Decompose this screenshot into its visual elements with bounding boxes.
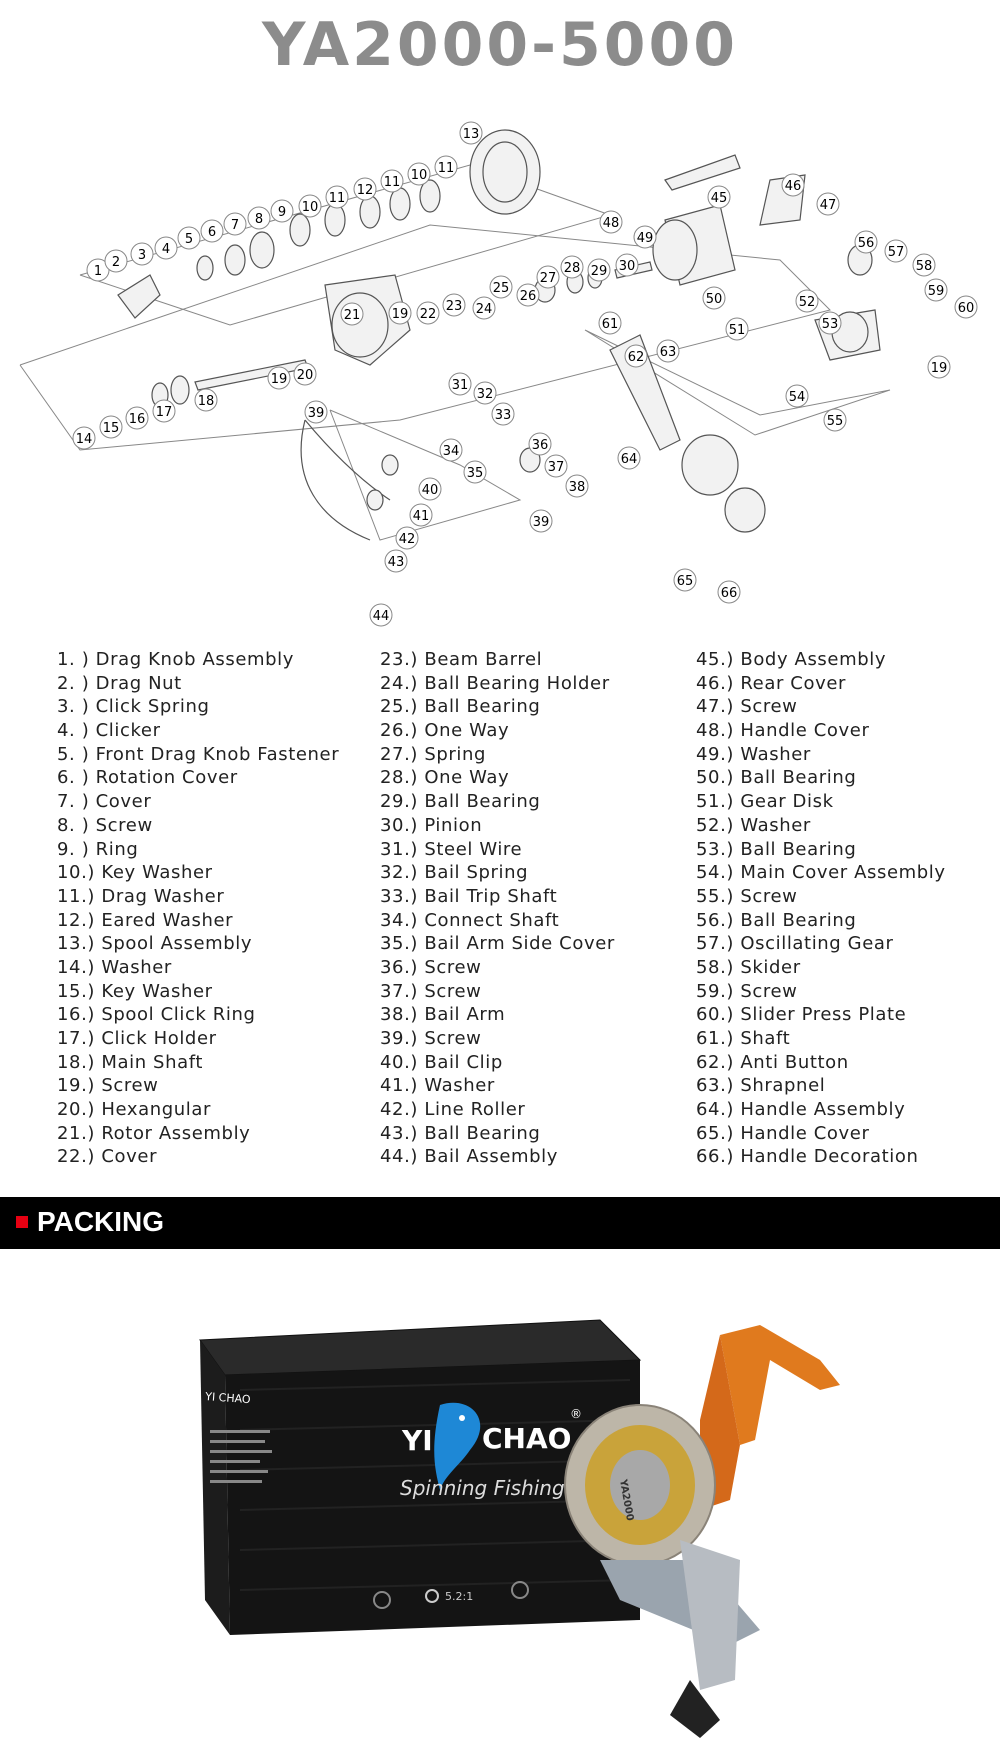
part-item: 45.) Body Assembly xyxy=(696,649,887,670)
callout-49 xyxy=(634,226,656,248)
svg-text:62: 62 xyxy=(627,350,645,365)
part-item: 49.) Washer xyxy=(696,743,811,765)
svg-text:54: 54 xyxy=(788,390,806,405)
part-item: 53.) Ball Bearing xyxy=(696,838,857,860)
part-item: 39.) Screw xyxy=(380,1028,482,1049)
callout-9 xyxy=(271,200,293,222)
part-item: 3. ) Click Spring xyxy=(57,696,210,718)
svg-text:4: 4 xyxy=(161,242,171,257)
part-item: 40.) Bail Clip xyxy=(380,1051,503,1073)
parts-shapes xyxy=(118,130,880,540)
parts-column-1 xyxy=(57,648,339,1169)
svg-text:16: 16 xyxy=(128,412,146,427)
part-item: 37.) Screw xyxy=(380,980,482,1002)
part-item: 14.) Washer xyxy=(57,956,172,978)
svg-text:63: 63 xyxy=(659,345,677,360)
callout-17 xyxy=(153,400,175,422)
svg-text:11: 11 xyxy=(328,191,346,206)
part-item: 47.) Screw xyxy=(696,696,798,718)
callout-64 xyxy=(618,447,640,469)
svg-text:2: 2 xyxy=(111,255,121,270)
callout-63 xyxy=(657,340,679,362)
callout-12 xyxy=(354,178,376,200)
part-item: 12.) Eared Washer xyxy=(57,909,234,931)
svg-text:57: 57 xyxy=(887,245,905,260)
main-shaft-shape xyxy=(195,360,308,390)
part-item: 30.) Pinion xyxy=(380,814,483,836)
callout-41 xyxy=(410,504,432,526)
registered-mark: ® xyxy=(570,1407,582,1421)
callout-53 xyxy=(819,312,841,334)
callout-7 xyxy=(224,213,246,235)
callout-45 xyxy=(708,186,730,208)
svg-text:32: 32 xyxy=(476,387,494,402)
part-item: 57.) Oscillating Gear xyxy=(696,933,894,955)
svg-text:23: 23 xyxy=(445,299,463,314)
svg-text:37: 37 xyxy=(547,460,565,475)
callout-37 xyxy=(545,455,567,477)
callout-21 xyxy=(341,303,363,325)
part-item: 59.) Screw xyxy=(696,980,798,1002)
svg-text:17: 17 xyxy=(155,405,173,420)
callout-51 xyxy=(726,318,748,340)
callout-8 xyxy=(248,207,270,229)
callout-59 xyxy=(925,279,947,301)
parts-list xyxy=(0,648,1000,1178)
callout-20 xyxy=(294,363,316,385)
svg-text:55: 55 xyxy=(826,414,844,429)
part-item: 35.) Bail Arm Side Cover xyxy=(380,933,615,955)
bail-wire-shape xyxy=(301,420,370,540)
svg-text:9: 9 xyxy=(277,205,287,220)
callout-16 xyxy=(126,407,148,429)
svg-text:48: 48 xyxy=(602,216,620,231)
svg-text:41: 41 xyxy=(412,509,430,524)
part-item: 25.) Ball Bearing xyxy=(380,696,541,718)
callout-47 xyxy=(817,193,839,215)
part-item: 16.) Spool Click Ring xyxy=(57,1004,256,1026)
svg-text:18: 18 xyxy=(197,394,215,409)
part-item: 8. ) Screw xyxy=(57,814,153,836)
callout-61 xyxy=(599,312,621,334)
part-item: 33.) Bail Trip Shaft xyxy=(380,885,558,907)
svg-text:60: 60 xyxy=(957,301,975,316)
part-item: 26.) One Way xyxy=(380,720,510,742)
callout-62 xyxy=(625,345,647,367)
callout-42 xyxy=(396,527,418,549)
svg-text:7: 7 xyxy=(230,218,240,233)
part-item: 5. ) Front Drag Knob Fastener xyxy=(57,743,340,765)
callout-30 xyxy=(616,254,638,276)
callout-11c xyxy=(435,156,457,178)
callout-36 xyxy=(529,433,551,455)
parts-column-3 xyxy=(696,648,946,1169)
gear-ratio: 5.2:1 xyxy=(445,1590,474,1603)
svg-text:11: 11 xyxy=(437,161,455,176)
exploded-parts-diagram xyxy=(0,120,1000,640)
svg-text:45: 45 xyxy=(710,191,728,206)
part-item: 54.) Main Cover Assembly xyxy=(696,862,946,884)
svg-text:46: 46 xyxy=(784,179,802,194)
svg-text:24: 24 xyxy=(475,302,493,317)
part-item: 42.) Line Roller xyxy=(380,1099,526,1121)
part-item: 20.) Hexangular xyxy=(57,1099,212,1121)
part-item: 31.) Steel Wire xyxy=(380,838,523,860)
part-item: 61.) Shaft xyxy=(696,1028,791,1049)
part-item: 52.) Washer xyxy=(696,814,811,836)
part-item: 60.) Slider Press Plate xyxy=(696,1004,907,1026)
svg-text:6: 6 xyxy=(207,225,217,240)
callout-48 xyxy=(600,211,622,233)
red-square-icon xyxy=(16,1216,28,1228)
callout-27 xyxy=(537,266,559,288)
callout-46 xyxy=(782,174,804,196)
page-title: YA2000-5000 xyxy=(261,10,739,80)
svg-text:22: 22 xyxy=(419,307,437,322)
part-item: 56.) Ball Bearing xyxy=(696,909,857,931)
parts-column-2 xyxy=(380,648,615,1169)
callout-26 xyxy=(517,284,539,306)
part-item: 46.) Rear Cover xyxy=(696,672,847,694)
svg-text:58: 58 xyxy=(915,259,933,274)
callout-19c xyxy=(928,356,950,378)
svg-text:40: 40 xyxy=(421,483,439,498)
part-item: 51.) Gear Disk xyxy=(696,791,834,813)
handle-knob-shape xyxy=(682,435,738,495)
part-item: 27.) Spring xyxy=(380,743,487,765)
part-item: 9. ) Ring xyxy=(57,838,139,860)
callout-39b xyxy=(530,510,552,532)
svg-text:64: 64 xyxy=(620,452,638,467)
packing-title: PACKING xyxy=(37,1206,165,1237)
callout-19b xyxy=(389,302,411,324)
svg-text:61: 61 xyxy=(601,317,619,332)
callout-34 xyxy=(440,439,462,461)
callout-13 xyxy=(460,122,482,144)
svg-text:35: 35 xyxy=(466,466,484,481)
box-brand-left: YI xyxy=(402,1424,433,1457)
svg-text:53: 53 xyxy=(821,317,839,332)
part-item: 24.) Ball Bearing Holder xyxy=(380,672,610,694)
callout-60 xyxy=(955,296,977,318)
callout-38 xyxy=(566,475,588,497)
callout-50 xyxy=(703,287,725,309)
part-item: 50.) Ball Bearing xyxy=(696,767,857,789)
part-item: 11.) Drag Washer xyxy=(57,885,225,907)
callout-24 xyxy=(473,297,495,319)
callout-52 xyxy=(796,290,818,312)
part-item: 41.) Washer xyxy=(380,1075,495,1097)
callout-3 xyxy=(131,243,153,265)
part-item: 43.) Ball Bearing xyxy=(380,1122,541,1144)
callout-6 xyxy=(201,220,223,242)
svg-text:14: 14 xyxy=(75,432,93,447)
reel-arm-orange xyxy=(720,1325,840,1445)
svg-text:43: 43 xyxy=(387,555,405,570)
callout-15 xyxy=(100,416,122,438)
part-item: 64.) Handle Assembly xyxy=(696,1099,906,1121)
svg-text:36: 36 xyxy=(531,438,549,453)
svg-text:28: 28 xyxy=(563,261,581,276)
callout-39a xyxy=(305,401,327,423)
part-item: 4. ) Clicker xyxy=(57,720,161,742)
svg-text:38: 38 xyxy=(568,480,586,495)
part-item: 58.) Skider xyxy=(696,956,801,978)
svg-text:65: 65 xyxy=(676,574,694,589)
packing-photo xyxy=(0,1300,1000,1738)
callout-23 xyxy=(443,294,465,316)
svg-text:19: 19 xyxy=(391,307,409,322)
callout-40 xyxy=(419,478,441,500)
callout-55 xyxy=(824,409,846,431)
part-item: 15.) Key Washer xyxy=(57,980,213,1002)
callout-5 xyxy=(178,227,200,249)
callout-14 xyxy=(73,427,95,449)
svg-text:50: 50 xyxy=(705,292,723,307)
svg-text:39: 39 xyxy=(532,515,550,530)
part-item: 10.) Key Washer xyxy=(57,862,213,884)
svg-text:34: 34 xyxy=(442,444,460,459)
svg-text:1: 1 xyxy=(93,264,103,279)
part-item: 66.) Handle Decoration xyxy=(696,1146,919,1168)
svg-text:3: 3 xyxy=(137,248,147,263)
part-item: 22.) Cover xyxy=(57,1146,158,1168)
svg-text:56: 56 xyxy=(857,236,875,251)
svg-text:51: 51 xyxy=(728,323,746,338)
svg-text:26: 26 xyxy=(519,289,537,304)
callout-35 xyxy=(464,461,486,483)
part-item: 21.) Rotor Assembly xyxy=(57,1122,251,1144)
svg-text:31: 31 xyxy=(451,378,469,393)
callout-43 xyxy=(385,550,407,572)
svg-text:49: 49 xyxy=(636,231,654,246)
callout-57 xyxy=(885,240,907,262)
part-item: 17.) Click Holder xyxy=(57,1028,217,1049)
callout-33 xyxy=(492,403,514,425)
callout-66 xyxy=(718,581,740,603)
callout-10b xyxy=(408,163,430,185)
packing-section-header xyxy=(0,1197,1000,1249)
svg-text:11: 11 xyxy=(383,175,401,190)
callout-31 xyxy=(449,373,471,395)
svg-text:13: 13 xyxy=(462,127,480,142)
svg-text:44: 44 xyxy=(372,609,390,624)
callout-44 xyxy=(370,604,392,626)
svg-text:21: 21 xyxy=(343,308,361,323)
svg-text:10: 10 xyxy=(410,168,428,183)
part-item: 63.) Shrapnel xyxy=(696,1075,826,1097)
part-item: 62.) Anti Button xyxy=(696,1051,849,1073)
box-brand-right: CHAO xyxy=(482,1422,572,1455)
callout-25 xyxy=(490,276,512,298)
callout-22 xyxy=(417,302,439,324)
svg-text:19: 19 xyxy=(270,372,288,387)
reel-model: YA2000 xyxy=(617,1478,636,1522)
svg-text:59: 59 xyxy=(927,284,945,299)
svg-text:29: 29 xyxy=(590,264,608,279)
part-item: 32.) Bail Spring xyxy=(380,862,529,884)
part-item: 2. ) Drag Nut xyxy=(57,672,182,694)
callout-19a xyxy=(268,367,290,389)
callout-29 xyxy=(588,259,610,281)
part-item: 13.) Spool Assembly xyxy=(57,933,253,955)
svg-text:19: 19 xyxy=(930,361,948,376)
part-item: 38.) Bail Arm xyxy=(380,1004,506,1026)
svg-text:25: 25 xyxy=(492,281,510,296)
callout-65 xyxy=(674,569,696,591)
svg-text:12: 12 xyxy=(356,183,374,198)
svg-text:47: 47 xyxy=(819,198,837,213)
svg-text:42: 42 xyxy=(398,532,416,547)
part-item: 65.) Handle Cover xyxy=(696,1122,870,1144)
svg-text:39: 39 xyxy=(307,406,325,421)
callout-28 xyxy=(561,256,583,278)
svg-text:30: 30 xyxy=(618,259,636,274)
callout-54 xyxy=(786,385,808,407)
part-item: 1. ) Drag Knob Assembly xyxy=(57,649,295,670)
part-item: 19.) Screw xyxy=(57,1075,159,1097)
callout-18 xyxy=(195,389,217,411)
part-item: 29.) Ball Bearing xyxy=(380,791,541,813)
svg-text:52: 52 xyxy=(798,295,816,310)
part-item: 44.) Bail Assembly xyxy=(380,1146,559,1168)
callout-11a xyxy=(326,186,348,208)
svg-text:5: 5 xyxy=(184,232,194,247)
reel-handle-knob xyxy=(670,1680,720,1738)
part-item: 18.) Main Shaft xyxy=(57,1051,204,1073)
callout-32 xyxy=(474,382,496,404)
callout-10a xyxy=(299,195,321,217)
svg-text:15: 15 xyxy=(102,421,120,436)
box-subtitle: Spinning Fishing xyxy=(400,1476,565,1500)
side-brand: YI CHAO xyxy=(204,1390,251,1407)
svg-text:27: 27 xyxy=(539,271,557,286)
drag-knob-shape xyxy=(118,275,160,318)
part-item: 23.) Beam Barrel xyxy=(380,649,543,670)
part-item: 7. ) Cover xyxy=(57,791,152,813)
part-item: 48.) Handle Cover xyxy=(696,720,870,742)
callout-56 xyxy=(855,231,877,253)
part-item: 6. ) Rotation Cover xyxy=(57,767,238,789)
part-item: 28.) One Way xyxy=(380,767,510,789)
part-item: 55.) Screw xyxy=(696,885,798,907)
svg-text:8: 8 xyxy=(254,212,264,227)
part-item: 34.) Connect Shaft xyxy=(380,909,560,931)
body-arm-shape xyxy=(665,155,740,190)
part-item: 36.) Screw xyxy=(380,956,482,978)
callout-11b xyxy=(381,170,403,192)
svg-text:66: 66 xyxy=(720,586,738,601)
svg-text:20: 20 xyxy=(296,368,314,383)
callout-58 xyxy=(913,254,935,276)
callout-2 xyxy=(105,250,127,272)
svg-text:10: 10 xyxy=(301,200,319,215)
callout-4 xyxy=(155,237,177,259)
svg-text:33: 33 xyxy=(494,408,512,423)
